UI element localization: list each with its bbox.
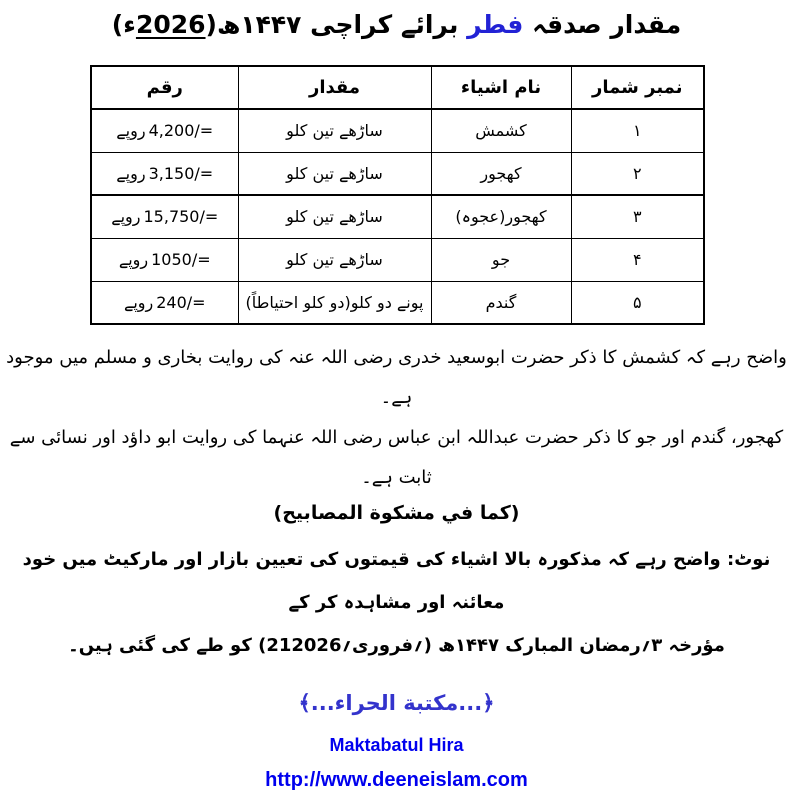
fitr-amounts-table: [90, 65, 705, 325]
amount-cell: [91, 195, 238, 238]
item-cell: جو: [431, 238, 571, 281]
publisher-name: Maktabatul Hira: [329, 735, 464, 755]
note-line-2: [0, 624, 793, 667]
amount-value: 240/=: [156, 292, 206, 312]
ornament-text: ﴿...مكتبة الحراء...﴾: [298, 691, 495, 715]
amount-unit: روپے: [111, 207, 141, 227]
table-row: [91, 238, 704, 281]
hadith-reference: (كما في مشكوة المصابيح): [273, 502, 520, 524]
amount-value: 4,200/=: [148, 121, 214, 141]
serial-cell: ۴: [571, 238, 704, 281]
explanation-line-2: کھجور، گندم اور جو کا ذکر حضرت عبداللہ ابن عباس رضی اللہ عنہما کی روایت ابو داؤد اور نسائی سے ثابت ہے۔: [9, 427, 784, 488]
amount-unit: روپے: [116, 163, 146, 183]
item-cell: کھجور(عجوہ): [431, 195, 571, 238]
website-line: [0, 769, 793, 792]
quantity-cell: ساڑھے تین کلو: [238, 152, 431, 195]
explanation-line-1: واضح رہے کہ کشمش کا ذکر حضرت ابوسعید خدری رضی اللہ عنہ کی روایت بخاری و مسلم میں موجود ہے۔: [6, 347, 787, 408]
header-amount: رقم: [91, 66, 238, 109]
quantity-cell: ساڑھے تین کلو: [238, 109, 431, 152]
table-row: [91, 109, 704, 152]
quantity-cell: ساڑھے تین کلو: [238, 195, 431, 238]
quantity-cell: ساڑھے تین کلو: [238, 238, 431, 281]
table-row: [91, 281, 704, 324]
header-serial: نمبر شمار: [571, 66, 704, 109]
item-cell: گندم: [431, 281, 571, 324]
serial-cell: ۳: [571, 195, 704, 238]
amount-unit: روپے: [116, 121, 146, 141]
note-date: 21؍فروری؍2026: [266, 635, 424, 656]
amount-unit: روپے: [118, 250, 149, 269]
amount-value: 1050/=: [151, 250, 211, 269]
note-block: [0, 538, 793, 667]
serial-cell: ۱: [571, 109, 704, 152]
amount-cell: [91, 109, 238, 152]
title-part2: برائے کراچی ۱۴۴۷ھ(: [205, 10, 468, 39]
title-year: 2026: [135, 10, 206, 39]
explanation-block: [0, 338, 793, 498]
serial-cell: ۵: [571, 281, 704, 324]
header-quantity: مقدار: [238, 66, 431, 109]
note-line-1: نوٹ: واضح رہے کہ مذکورہ بالا اشیاء کی قیمتوں کی تعیین بازار اور مارکیٹ میں خود معائنہ اور مشاہدہ کر کے: [22, 549, 771, 613]
amount-unit: روپے: [123, 292, 154, 312]
website-link[interactable]: http://www.deeneislam.com: [265, 769, 528, 791]
table-row: [91, 152, 704, 195]
item-cell: کشمش: [431, 109, 571, 152]
table-header-row: [91, 66, 704, 109]
note-line-2-suffix: ) کو طے کی گئی ہیں۔: [68, 635, 267, 656]
item-cell: کھجور: [431, 152, 571, 195]
amount-cell: [91, 238, 238, 281]
title-part1: مقدار صدقہ: [523, 10, 682, 39]
amount-cell: [91, 281, 238, 324]
amount-value: 15,750/=: [143, 207, 219, 227]
quantity-cell: پونے دو کلو(دو کلو احتیاطاً): [238, 281, 431, 324]
amount-cell: [91, 152, 238, 195]
serial-cell: ۲: [571, 152, 704, 195]
title-highlight-fitr: فطر: [467, 10, 524, 39]
note-line-2-prefix: مؤرخہ ۳؍رمضان المبارک ۱۴۴۷ھ (: [423, 635, 725, 656]
table-row: [91, 195, 704, 238]
page-title: [0, 0, 793, 39]
amount-value: 3,150/=: [148, 163, 214, 183]
header-item: نام اشیاء: [431, 66, 571, 109]
title-suffix: ء): [111, 10, 136, 39]
